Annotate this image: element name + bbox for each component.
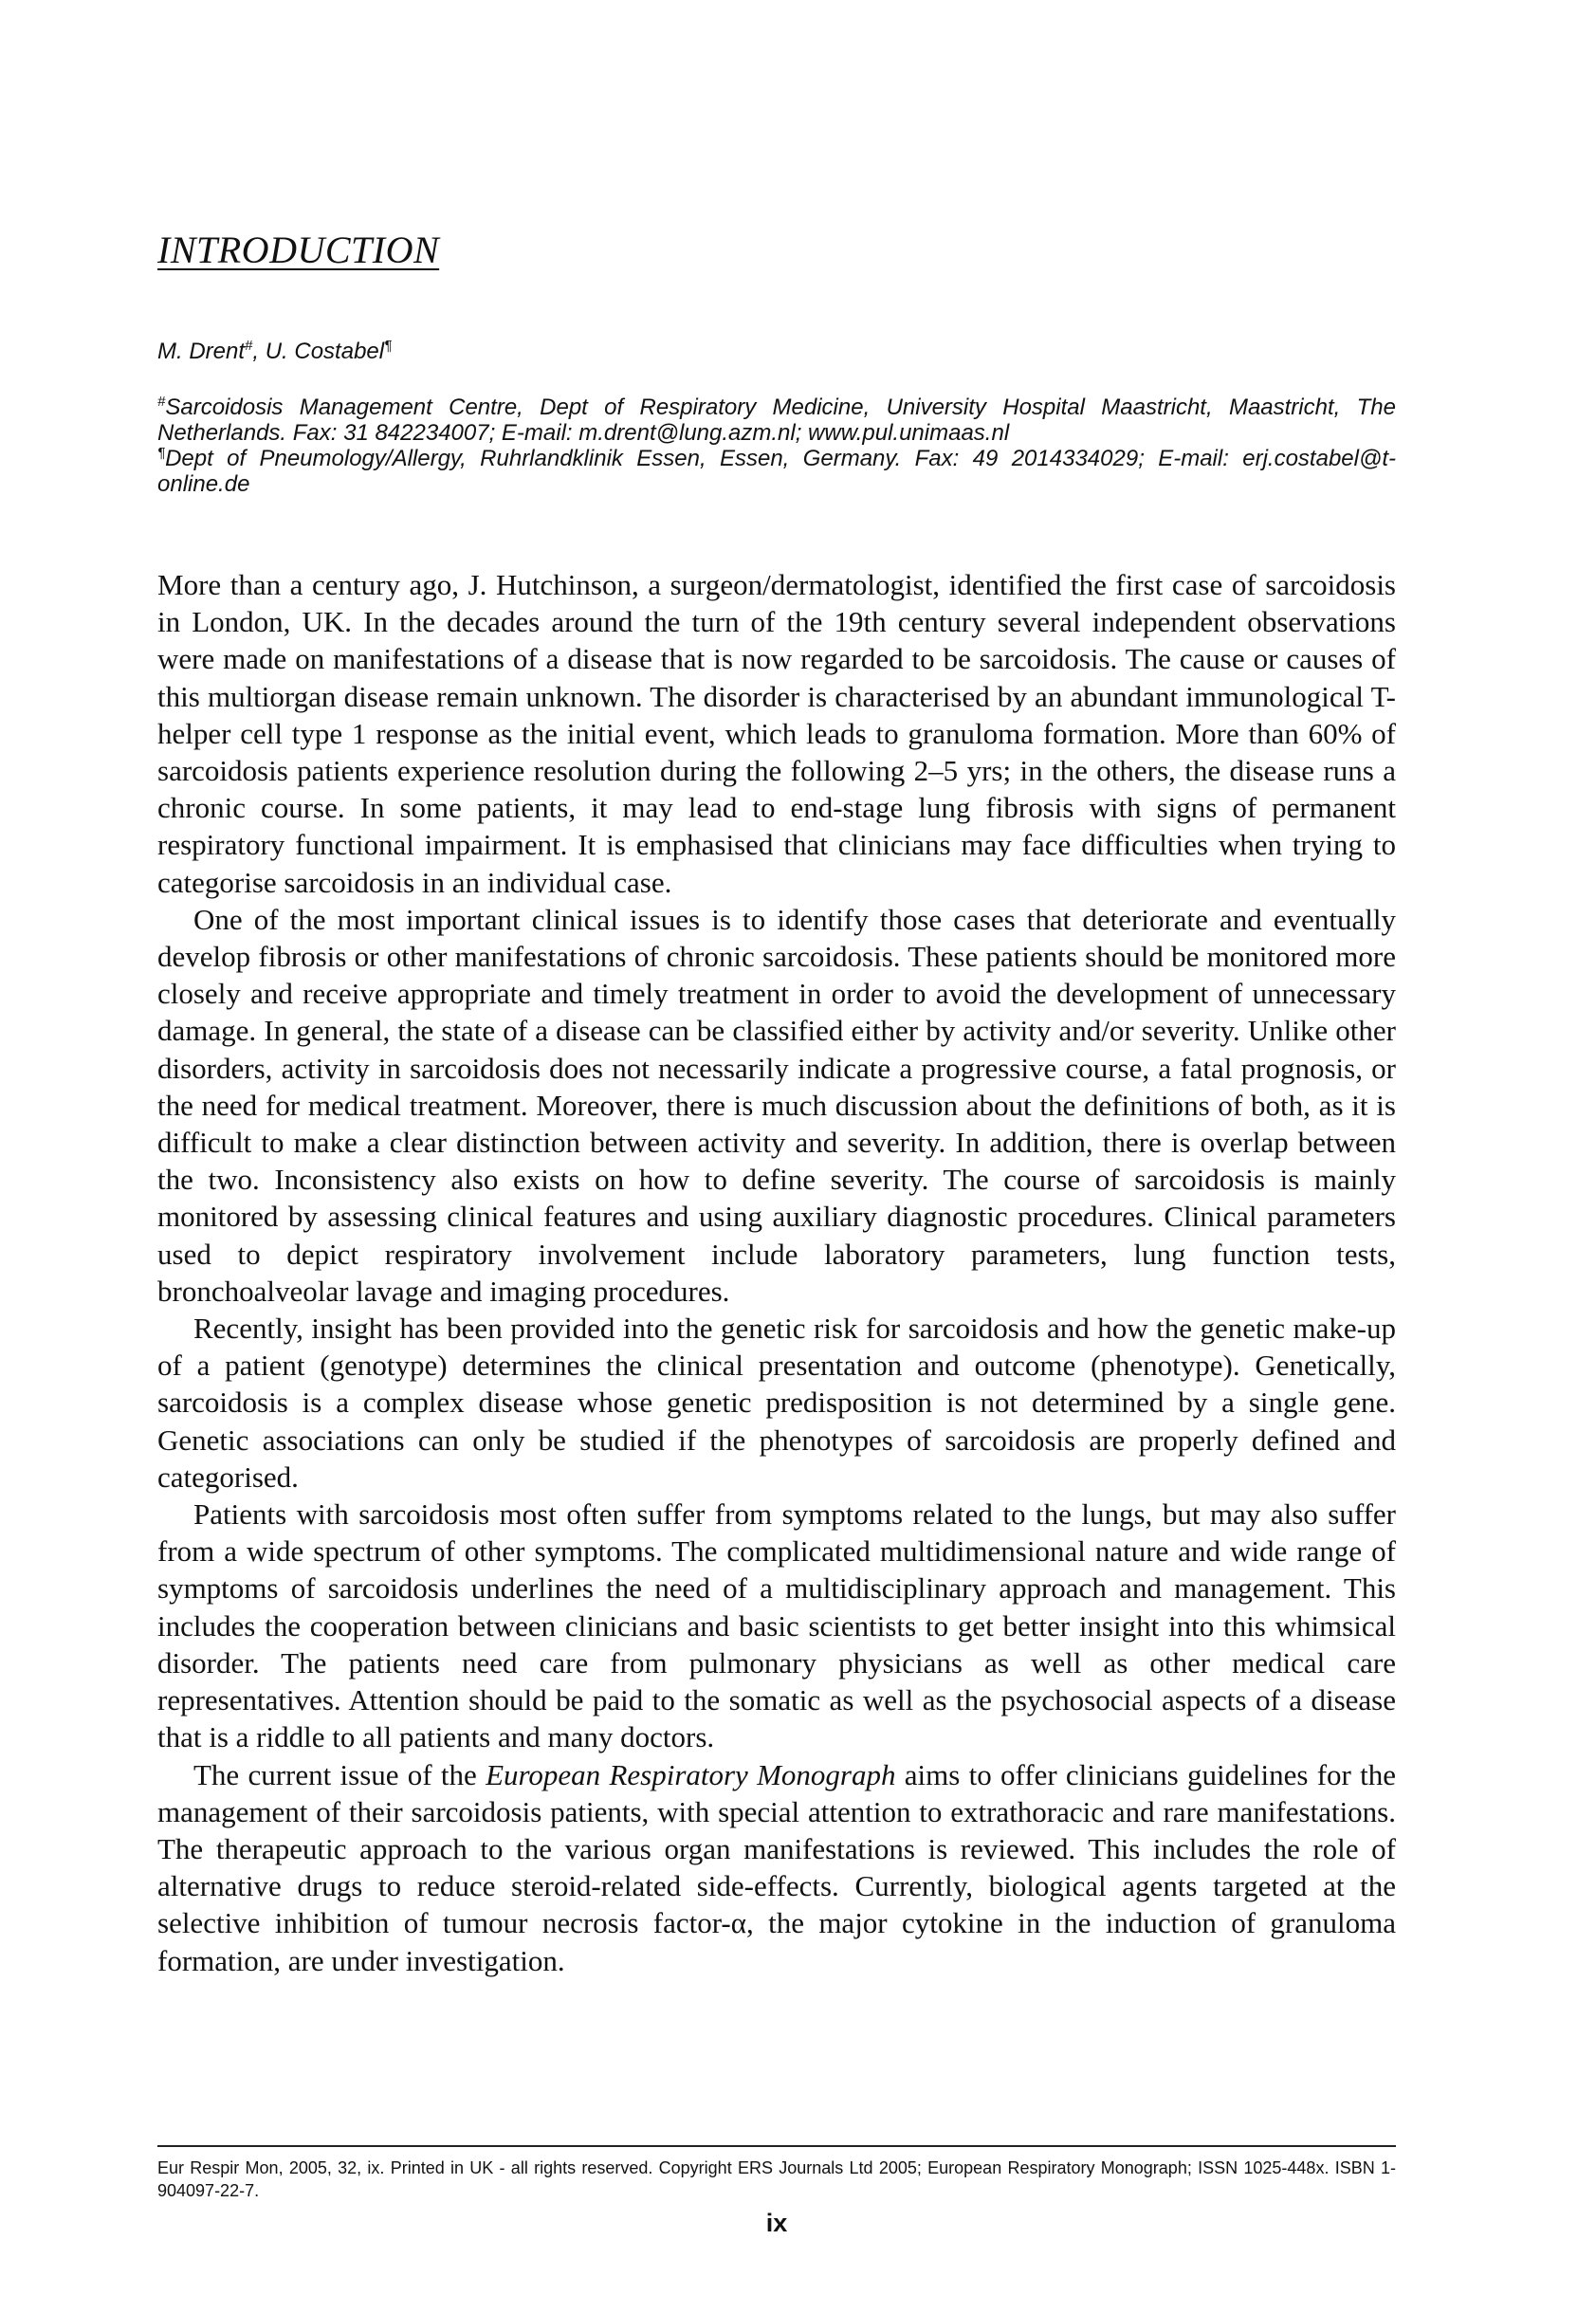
affiliation-mark: ¶ — [157, 445, 166, 461]
affiliation — [157, 446, 1396, 497]
author-line — [157, 339, 392, 365]
author-name: U. Costabel — [265, 339, 385, 364]
paragraph-text: The current issue of the — [193, 1757, 486, 1791]
paragraph: Recently, insight has been provided into the genetic risk for sarcoidosis and how the genetic make-up of a patient (genotype) determines the clinical presentation and outcome (phenotype). Genetically, sarcoidosis is a complex disease whose genetic predisposition is not determined by a single gene. Genetic associations can only be studied if the phenotypes of sarcoidosis are properly defined and categorised. — [157, 1312, 1396, 1494]
affiliations — [157, 395, 1396, 497]
affiliation-text: Sarcoidosis Management Centre, Dept of Respiratory Medicine, University Hospital Maastricht, Maastricht, The Netherlands. Fax: 31 842234007; E-mail: m.drent@lung.azm.nl; www.pul.unimaas.nl — [157, 395, 1396, 446]
affiliation-mark: # — [245, 338, 253, 354]
affiliation-mark: # — [157, 394, 166, 410]
journal-title: European Respiratory Monograph — [486, 1757, 896, 1791]
footer-citation: Eur Respir Mon, 2005, 32, ix. Printed in UK - all rights reserved. Copyright ERS Journals Ltd 2005; European Respiratory Monograph; ISSN 1025-448x. ISBN 1-904097-22-7. — [157, 2158, 1396, 2200]
affiliation-text: Dept of Pneumology/Allergy, Ruhrlandklinik Essen, Essen, Germany. Fax: 49 2014334029; E-mail: erj.costabel@t-online.de — [157, 446, 1396, 497]
author-name: M. Drent — [157, 339, 246, 364]
paragraph: Patients with sarcoidosis most often suffer from symptoms related to the lungs, but may also suffer from a wide spectrum of other symptoms. The complicated multidimensional nature and wide range of symptoms of sarcoidosis underlines the need of a multidisciplinary approach and management. This includes the cooperation between clinicians and basic scientists to get better insight into this whimsical disorder. The patients need care from pulmonary physicians as well as other medical care representatives. Attention should be paid to the somatic as well as the psychosocial aspects of a disease that is a riddle to all patients and many doctors. — [157, 1497, 1396, 1754]
body-text — [157, 566, 1396, 1979]
paragraph — [157, 1756, 1396, 1979]
page-title: INTRODUCTION — [157, 229, 440, 271]
author-separator: , — [252, 339, 266, 364]
page-number: ix — [765, 2209, 788, 2237]
paragraph: One of the most important clinical issues is to identify those cases that deteriorate and eventually develop fibrosis or other manifestations of chronic sarcoidosis. These patients should be monitored more closely and receive appropriate and timely treatment in order to avoid the development of unnecessary damage. In general, the state of a disease can be classified either by activity and/or severity. Unlike other disorders, activity in sarcoidosis does not necessarily indicate a progressive course, a fatal prognosis, or the need for medical treatment. Moreover, there is much discussion about the definitions of both, as it is difficult to make a clear distinction between activity and severity. In addition, there is overlap between the two. Inconsistency also exists on how to define severity. The course of sarcoidosis is mainly monitored by assessing clinical features and using auxiliary diagnostic procedures. Clinical parameters used to depict respiratory involvement include laboratory parameters, lung function tests, bronchoalveolar lavage and imaging procedures. — [157, 902, 1396, 1308]
affiliation-mark: ¶ — [384, 338, 393, 354]
document-page — [157, 0, 1396, 2313]
affiliation — [157, 395, 1396, 446]
footer-divider — [157, 2145, 1396, 2147]
paragraph-text: aims to offer clinicians guidelines for the management of their sarcoidosis patients, with special attention to extrathoracic and rare manifestations. The therapeutic approach to the various organ manifestations is reviewed. This includes the role of alternative drugs to reduce steroid-related side-effects. Currently, biological agents targeted at the selective inhibition of tumour necrosis factor-α, the major cytokine in the induction of granuloma formation, are under investigation. — [157, 1757, 1396, 1977]
paragraph: More than a century ago, J. Hutchinson, a surgeon/dermatologist, identified the first case of sarcoidosis in London, UK. In the decades around the turn of the 19th century several independent observations were made on manifestations of a disease that is now regarded to be sarcoidosis. The cause or causes of this multiorgan disease remain unknown. The disorder is characterised by an abundant immunological T-helper cell type 1 response as the initial event, which leads to granuloma formation. More than 60% of sarcoidosis patients experience resolution during the following 2–5 yrs; in the others, the disease runs a chronic course. In some patients, it may lead to end-stage lung fibrosis with signs of permanent respiratory functional impairment. It is emphasised that clinicians may face difficulties when trying to categorise sarcoidosis in an individual case. — [157, 568, 1396, 899]
